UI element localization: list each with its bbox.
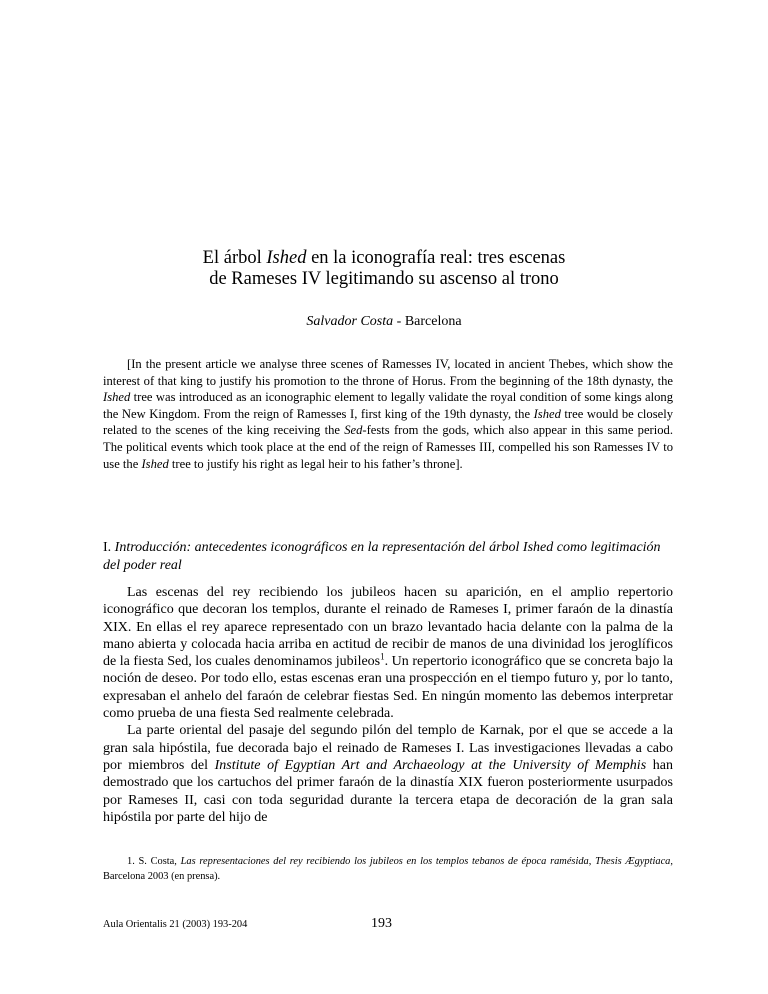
abstract-text: tree would be closely related to the scenes of the king receiving the xyxy=(103,406,673,438)
author-separator: - xyxy=(393,314,405,329)
title-text: en la iconografía real: tres escenas xyxy=(306,248,566,268)
title-line-1 xyxy=(0,248,768,269)
footnote-text: , Barcelona 2003 (en prensa). xyxy=(103,856,673,882)
paragraph-text: Las escenas del rey recibiendo los jubileos hacen su aparición, en el amplio repertorio iconográfico que decoran los templos, durante el reinado de Rameses I, primer faraón de la dinastía XIX. En ellas el rey aparece representado con un brazo levantado hacia delante con la palma de la mano abierta y colocada hacia arriba en actitud de recibir de manos de una divinidad los jeroglíficos de la fiesta Sed, los cuales denominamos jubileos xyxy=(103,585,673,670)
footnote-series: Thesis Ægyptiaca xyxy=(595,856,671,867)
paragraph-2 xyxy=(103,722,673,826)
footnote-ref: 1 xyxy=(380,651,385,662)
author-place: Barcelona xyxy=(404,314,462,329)
paragraph-text: . Un repertorio iconográfico que se concreta bajo la noción de deseo. Por todo ello, estas escenas eran una prospección en el tiempo futuro y, por lo tanto, expresaban el anhelo del faraón de celebrar fiestas Sed. En ningún momento las debemos interpretar como prueba de una fiesta Sed realmente celebrada. xyxy=(103,654,673,722)
section-title: Introducción: antecedentes iconográficos en la representación del árbol Ished como legitimación del poder real xyxy=(103,540,661,573)
author-line xyxy=(0,314,768,330)
abstract xyxy=(103,356,673,472)
footnote-text: 1. S. Costa, xyxy=(127,856,181,867)
title-italic-term: Ished xyxy=(266,248,307,268)
abstract-text: [In the present article we analyse three scenes of Ramesses IV, located in ancient Thebes, which show the interest of that king to justify his promotion to the throne of Horus. From the beginning of the 18th dynasty, the xyxy=(103,357,673,388)
title-text: El árbol xyxy=(202,248,267,268)
article-title xyxy=(0,248,768,290)
abstract-text: tree was introduced as an iconographic element to legally validate the royal condition of some kings along the New Kingdom. From the reign of Ramesses I, first king of the 19th dynasty, the xyxy=(103,390,673,421)
footnote-1 xyxy=(103,854,673,884)
abstract-italic: Sed xyxy=(344,423,363,438)
paragraph-text: La parte oriental del pasaje del segundo pilón del templo de Karnak, por el que se accede a la gran sala hipóstila, fue decorada bajo el reinado de Rameses I. Las investigaciones llevadas a cabo por miembros del xyxy=(103,723,673,773)
body-text xyxy=(103,584,673,826)
page-number: 193 xyxy=(371,916,392,931)
section-heading xyxy=(103,539,673,574)
footnote-text: , xyxy=(588,856,596,867)
abstract-text: tree to justify his right as legal heir to his father’s throne]. xyxy=(168,456,463,471)
abstract-italic: Ished xyxy=(141,456,169,471)
footnote-title: Las representaciones del rey recibiendo los jubileos en los templos tebanos de época ramésida xyxy=(180,856,589,867)
title-line-2: de Rameses IV legitimando su ascenso al trono xyxy=(209,269,559,289)
author-name: Salvador Costa xyxy=(306,314,394,329)
abstract-text: -fests from the gods, which also appear in this same period. The political events which took place at the end of the reign of Ramesses III, compelled his son Ramesses IV to use the xyxy=(103,423,673,471)
abstract-italic: Ished xyxy=(103,390,131,405)
abstract-italic: Ished xyxy=(533,406,561,421)
paragraph-1 xyxy=(103,584,673,722)
section-number: I. xyxy=(103,540,115,555)
paragraph-text: han demostrado que los cartuchos del primer faraón de la dinastía XIX fueron posteriormente usurpados por Rameses II, casi con toda seguridad durante la tercera etapa de decoración de la gran sala hipóstila por parte del hijo de xyxy=(103,757,673,825)
institution-name: Institute of Egyptian Art and Archaeology at the University of Memphis xyxy=(214,757,647,773)
running-footer: Aula Orientalis 21 (2003) 193-204 xyxy=(103,919,248,930)
